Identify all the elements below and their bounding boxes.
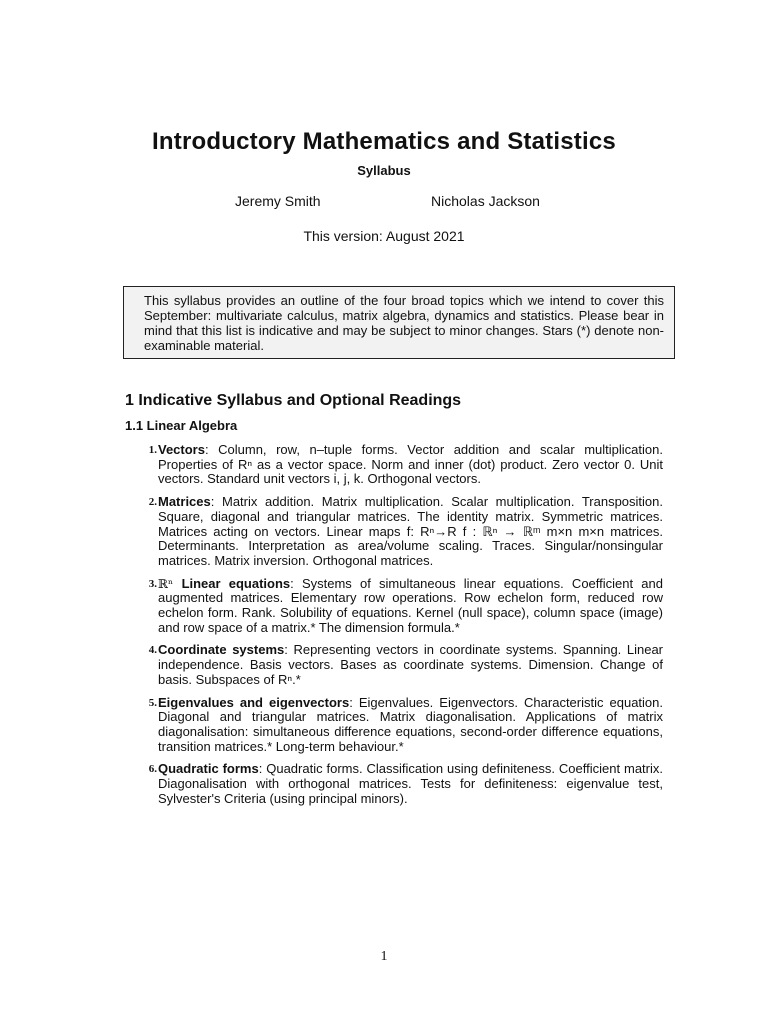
topic-number: 5. — [148, 696, 157, 709]
author-name: Nicholas Jackson — [431, 193, 540, 209]
topic-item — [135, 696, 663, 755]
topic-number: 6. — [148, 763, 157, 776]
topic-item — [135, 643, 663, 687]
topic-term: Linear equations — [181, 575, 291, 591]
topic-number: 4. — [148, 644, 157, 657]
topic-body — [158, 495, 663, 569]
author-name: Jeremy Smith — [235, 193, 321, 209]
topic-text: : Column, row, n–tuple forms. Vector addition and scalar multiplication. Properties of Rⁿ as a vector space. Norm and inner (dot) product. Zero vector 0. Unit vectors. Standard unit vectors i, j, k. Orthogonal vectors. — [158, 442, 663, 487]
topic-number: 3. — [148, 577, 157, 590]
version-line: This version: August 2021 — [303, 228, 465, 244]
page-number: 1 — [380, 949, 388, 964]
topic-text: : Quadratic forms. Classification using definiteness. Coefficient matrix. Diagonalisation with orthogonal matrices. Tests for definiteness: eigenvalue test, Sylvester's Criteria (using principal minors). — [158, 761, 663, 806]
abstract-text: This syllabus provides an outline of the four broad topics which we intend to cover this September: multivariate calculus, matrix algebra, dynamics and statistics. Please bear in mind that this list is indicative and may be subject to minor changes. Stars (*) denote non-examinable material. — [144, 293, 664, 353]
topic-term: Matrices — [158, 494, 211, 510]
topic-term: Coordinate systems — [158, 642, 285, 658]
topic-text: : Systems of simultaneous linear equations. Coefficient and augmented matrices. Elementary row operations. Row echelon form, reduced row echelon form. Rank. Solubility of equations. Kernel (null space), column space (image) and row space of a matrix.* The dimension formula.* — [158, 575, 663, 635]
topic-number: 1. — [148, 444, 157, 456]
topic-item — [135, 577, 663, 636]
topic-term: Eigenvalues and eigenvectors — [158, 694, 350, 710]
document-title: Introductory Mathematics and Statistics — [152, 128, 616, 155]
topic-list — [135, 443, 663, 814]
topic-term: Quadratic forms — [158, 761, 259, 777]
topic-body — [158, 762, 663, 806]
topic-body — [158, 696, 663, 755]
abstract-box — [123, 286, 675, 359]
topic-body — [158, 443, 663, 487]
topic-item — [135, 495, 663, 569]
document-subtitle: Syllabus — [357, 163, 411, 178]
topic-body — [158, 643, 663, 687]
math-symbol: ℝⁿ — [158, 576, 182, 591]
topic-text: : Representing vectors in coordinate systems. Spanning. Linear independence. Basis vectors. Bases as coordinate systems. Dimension. Change of basis. Subspaces of Rⁿ.* — [158, 642, 664, 687]
topic-term: Vectors — [158, 442, 205, 457]
topic-text: : Eigenvalues. Eigenvectors. Characteristic equation. Diagonal and triangular matrices. Matrix diagonalisation. Applications of matrix diagonalisation: simultaneous difference equations, second-order difference equations, transition matrices.* Long-term behaviour.* — [158, 694, 664, 754]
topic-body — [158, 577, 663, 636]
topic-item — [135, 443, 663, 487]
topic-item — [135, 762, 663, 806]
topic-number: 2. — [148, 496, 157, 509]
section-heading: 1 Indicative Syllabus and Optional Readings — [125, 392, 462, 409]
topic-text: : Matrix addition. Matrix multiplication. Scalar multiplication. Transposition. Square, diagonal and triangular matrices. The identity matrix. Symmetric matrices. Matrices acting on vectors. Linear maps f: Rⁿ→R f : ℝⁿ → ℝᵐ m×n m×n matrices. Determinants. Interpretation as area/volume scaling. Traces. Singular/nonsingular matrices. Matrix inversion. Orthogonal matrices. — [158, 494, 663, 568]
subsection-heading: 1.1 Linear Algebra — [125, 418, 238, 433]
